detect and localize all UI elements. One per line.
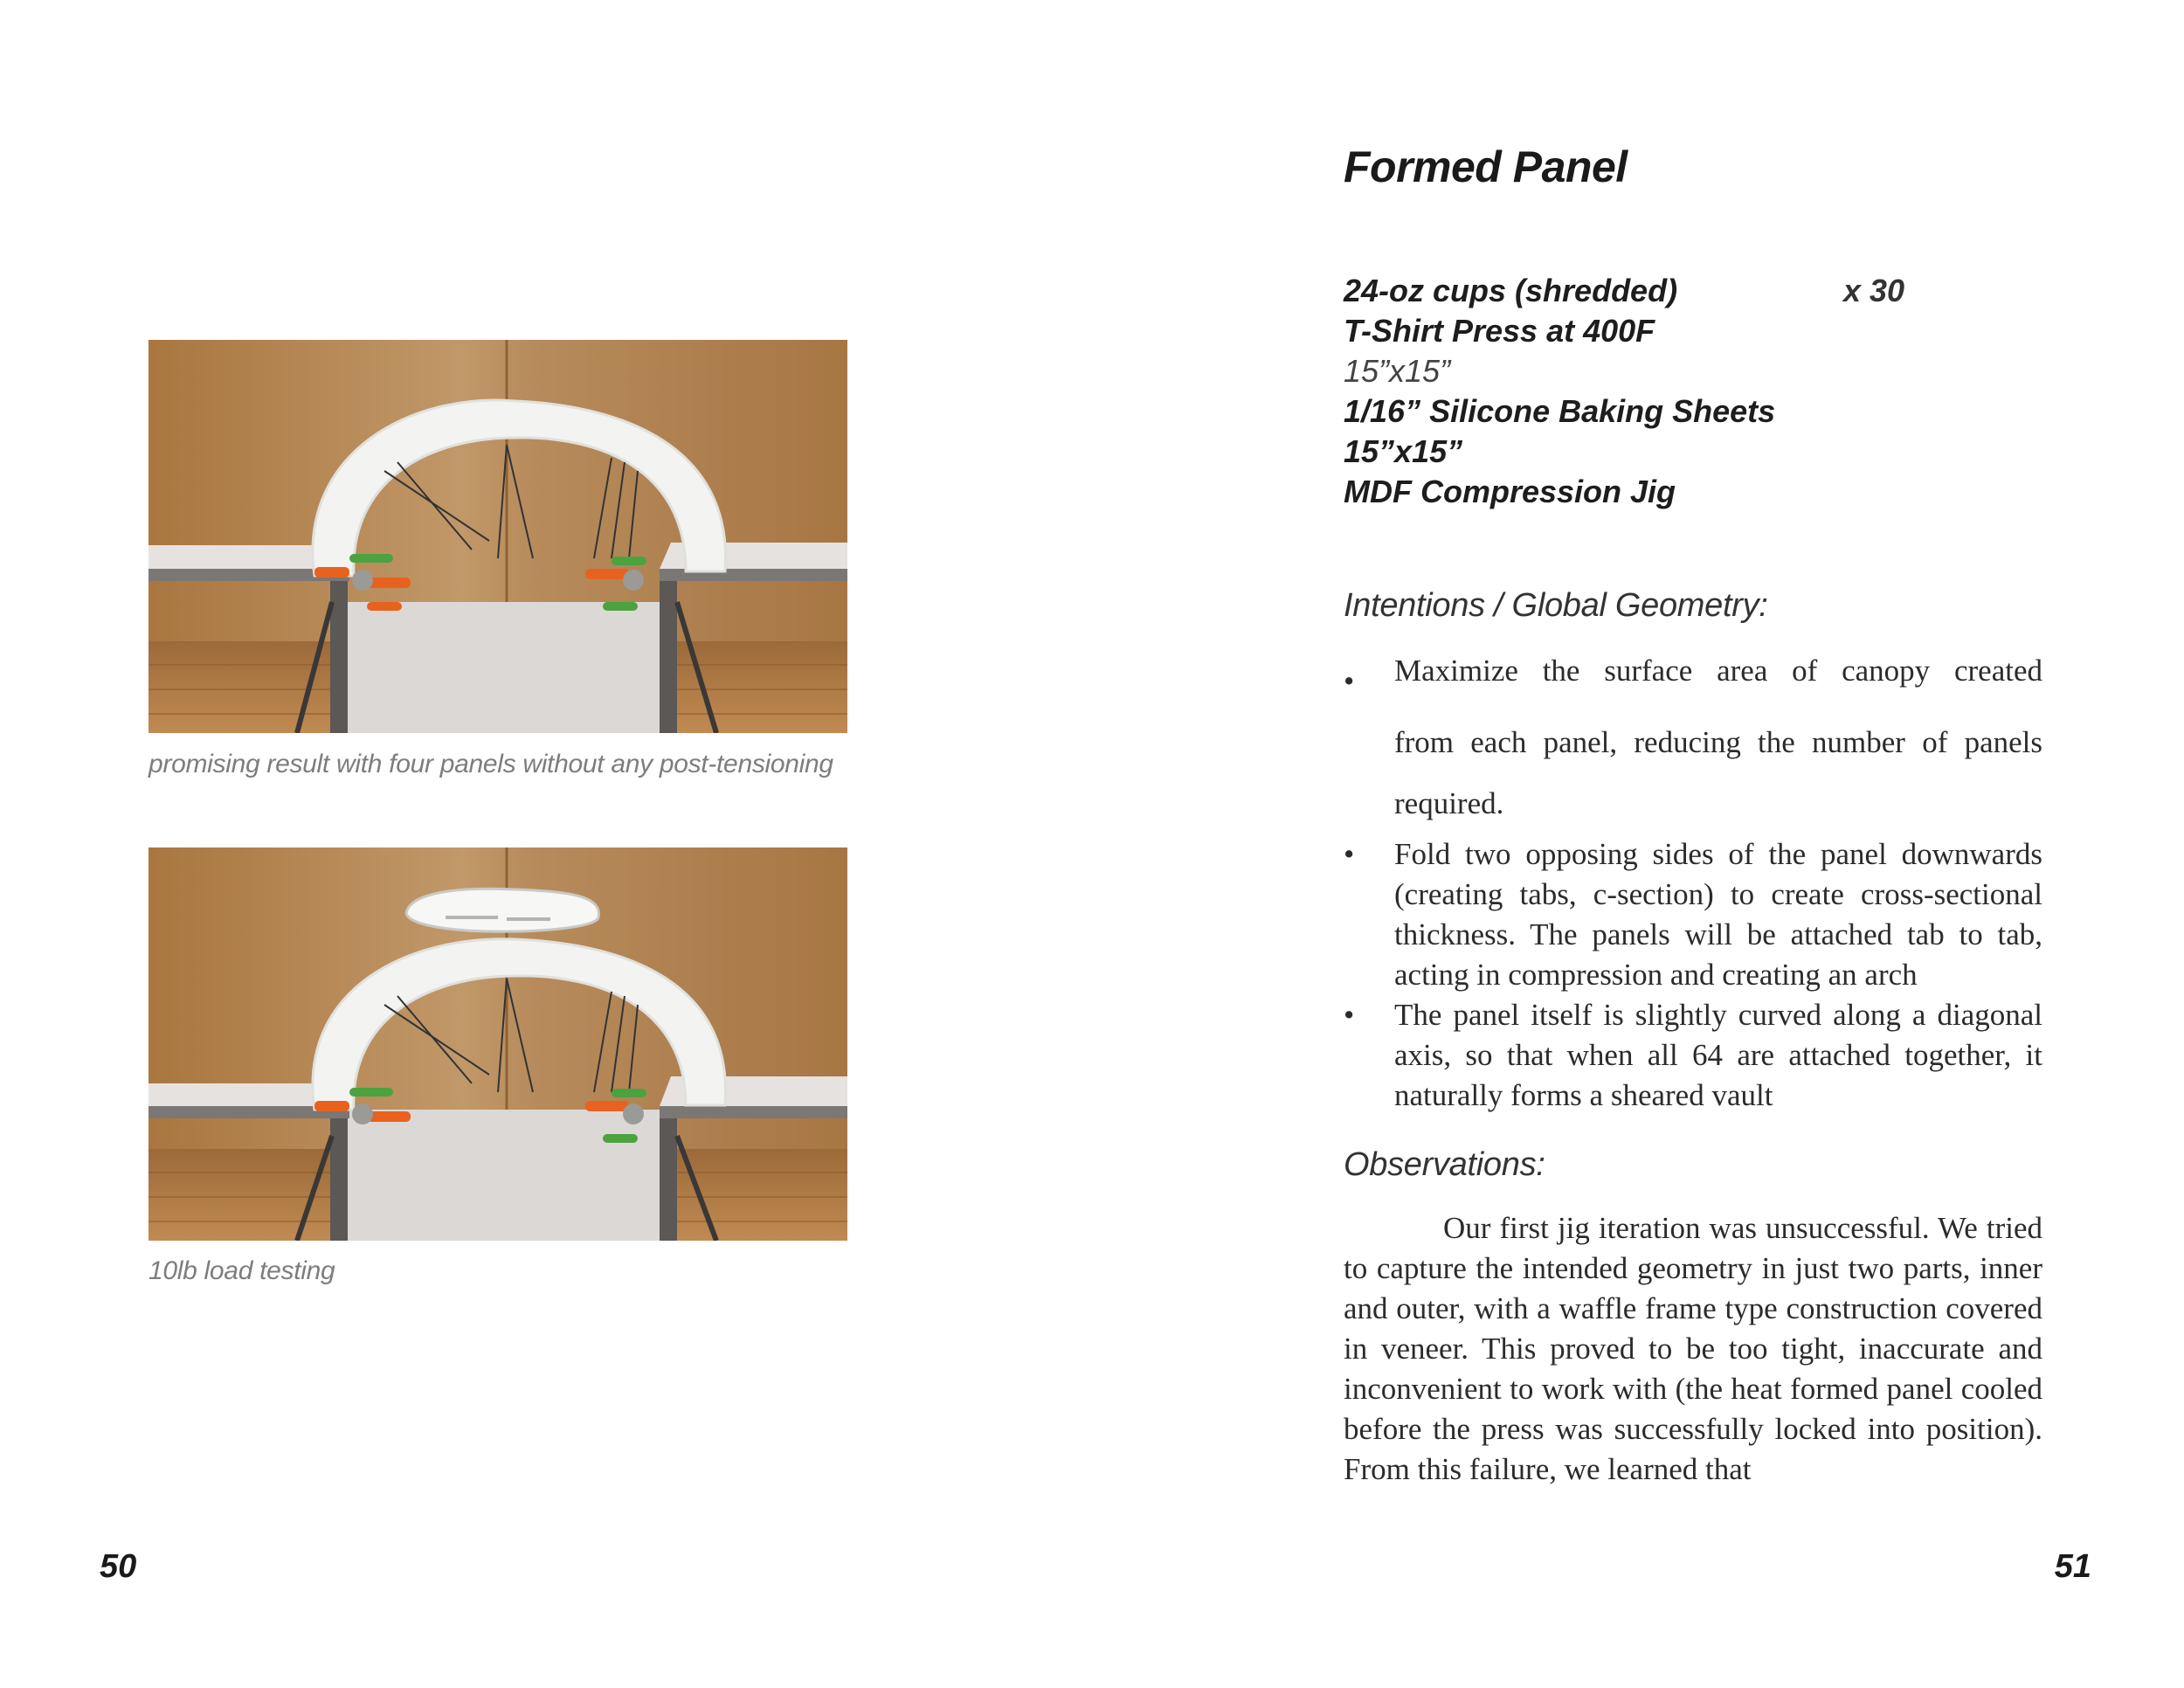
list-item xyxy=(1344,995,2042,1116)
material-item: T-Shirt Press at 400F xyxy=(1344,313,1655,349)
material-item: MDF Compression Jig xyxy=(1344,474,1676,509)
list-item xyxy=(1344,651,2042,834)
bullet-marker: • xyxy=(1344,664,1355,698)
material-label: 24-oz cups (shredded) xyxy=(1344,273,1678,308)
intentions-heading: Intentions / Global Geometry: xyxy=(1344,587,1768,624)
material-item: 1/16” Silicone Baking Sheets xyxy=(1344,393,1776,429)
photo-caption: promising result with four panels without any post-tensioning xyxy=(149,750,833,778)
page-title: Formed Panel xyxy=(1344,142,1628,191)
list-item-text: Maximize the surface area of canopy created xyxy=(1394,654,2042,688)
material-item: 15”x15” xyxy=(1344,353,1451,389)
materials-list xyxy=(1344,271,2042,512)
list-item-text: The panel itself is slightly curved along a diagonal axis, so that when all 64 are attached together, it naturally forms a sheared vault xyxy=(1394,998,2042,1112)
photo-caption: 10lb load testing xyxy=(149,1256,335,1285)
material-item xyxy=(1344,271,2042,311)
list-item-text: Fold two opposing sides of the panel downwards (creating tabs, c-section) to create cross-sectional thickness. The panels will be attached tab to tab, acting in compression and creating an arch xyxy=(1394,837,2042,992)
material-quantity: x 30 xyxy=(1843,273,1905,308)
bullet-marker: • xyxy=(1344,998,1355,1032)
arch-photo-load-test xyxy=(149,847,847,1241)
page-number-left: 50 xyxy=(100,1548,137,1585)
bullet-marker: • xyxy=(1344,837,1355,871)
page-number-right: 51 xyxy=(2054,1548,2091,1585)
list-item xyxy=(1344,834,2042,995)
observations-paragraph: Our first jig iteration was unsuccessful. We tried to capture the intended geometry in just two parts, inner and outer, with a waffle frame type construction covered in veneer. This proved to be too tight, inaccurate and inconvenient to work with (the heat formed panel cooled before the press was successfully locked into position). From this failure, we learned that xyxy=(1344,1211,2042,1486)
arch-load-illustration xyxy=(149,847,847,1241)
list-item-text: from each panel, reducing the number of panels required. xyxy=(1394,725,2042,820)
arch-photo-four-panels xyxy=(149,340,847,733)
material-item: 15”x15” xyxy=(1344,433,1463,469)
observations-heading: Observations: xyxy=(1344,1146,1545,1183)
arch-photo-illustration xyxy=(149,340,847,733)
intentions-list xyxy=(1344,651,2042,1116)
